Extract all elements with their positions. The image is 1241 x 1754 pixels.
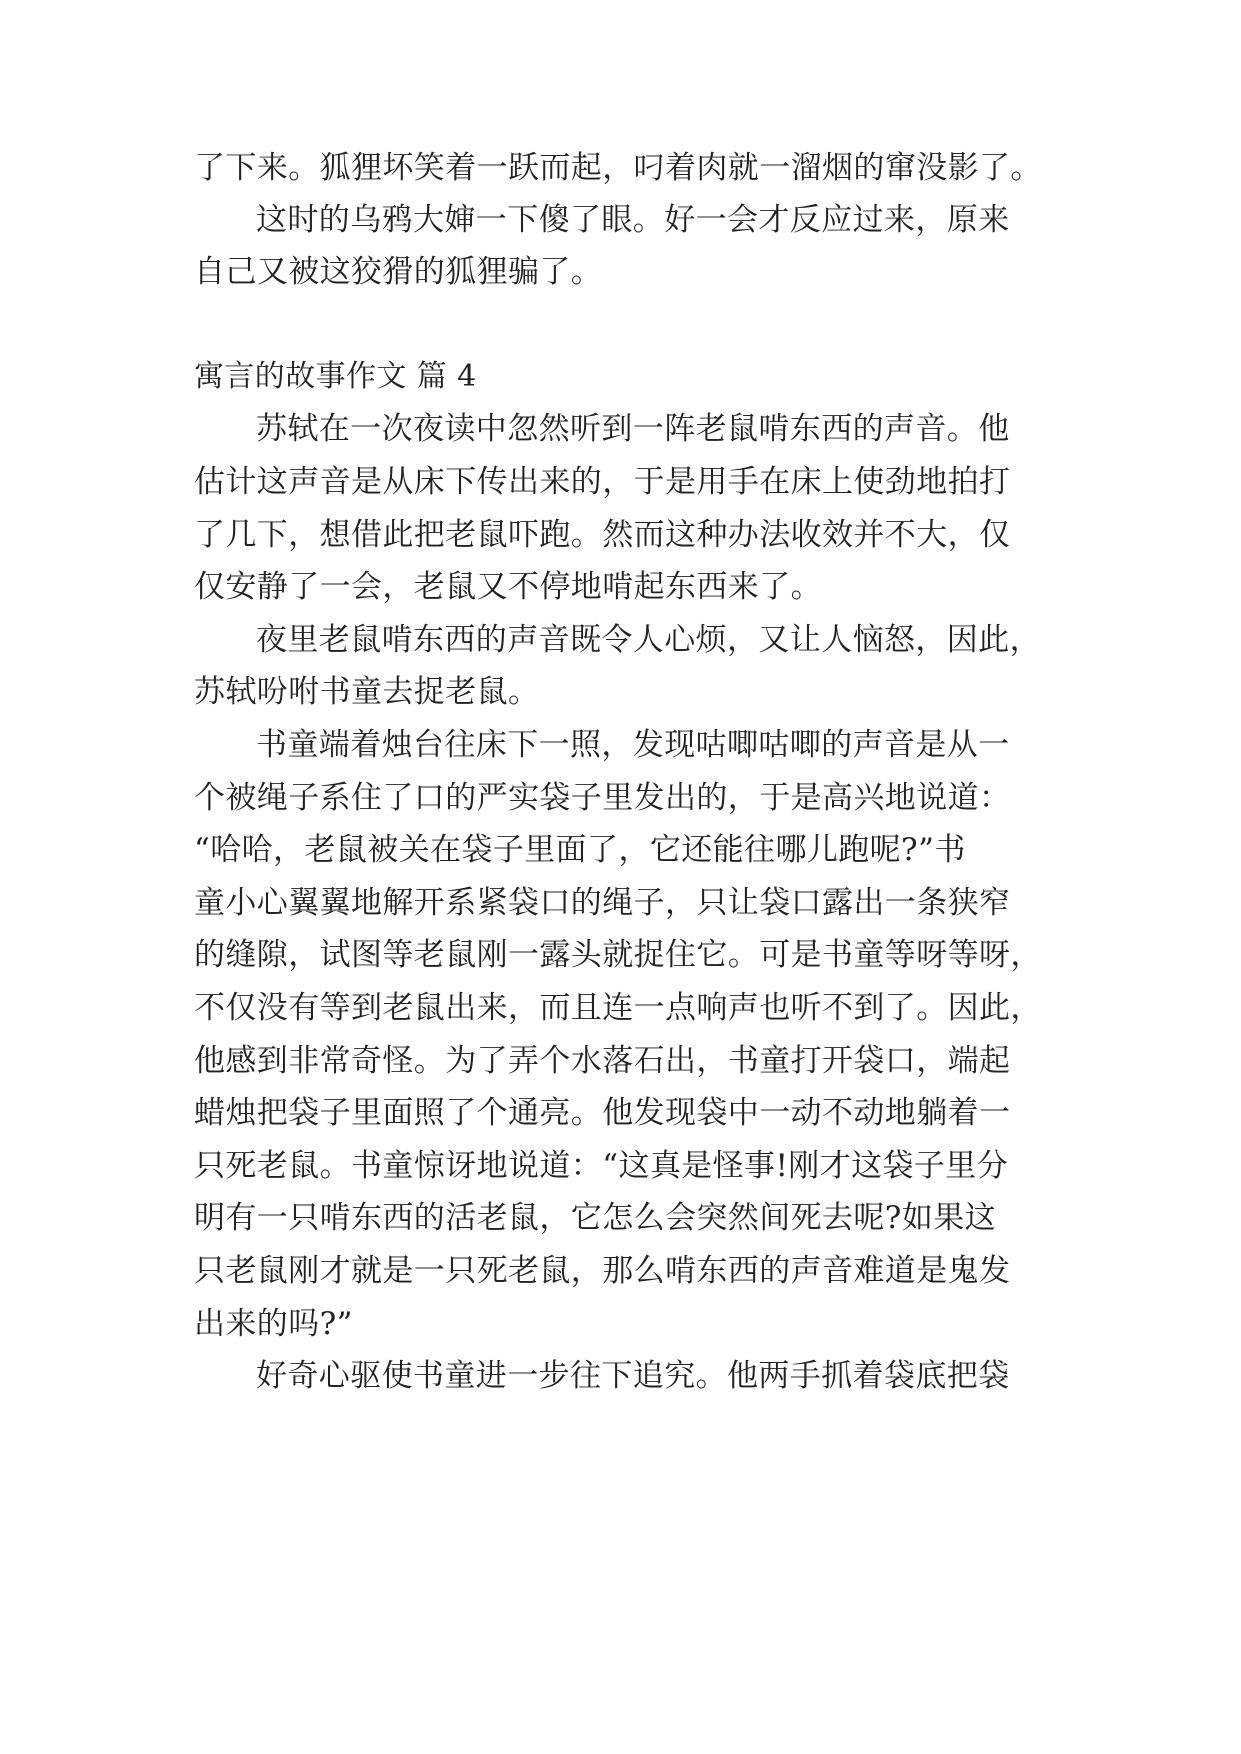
- text-line: 童小心翼翼地解开系紧袋口的绳子，只让袋口露出一条狭窄: [194, 885, 1011, 921]
- text-line: 估计这声音是从床下传出来的，于是用手在床上使劲地拍打: [194, 464, 1011, 500]
- text-line: 明有一只啃东西的活老鼠，它怎么会突然间死去呢?如果这: [194, 1200, 997, 1236]
- text-line: 自己又被这狡猾的狐狸骗了。: [194, 254, 603, 290]
- text-line: 只老鼠刚才就是一只死老鼠，那么啃东西的声音难道是鬼发: [194, 1253, 1011, 1289]
- text-line: 出来的吗?”: [194, 1306, 353, 1342]
- text-line: 个被绳子系住了口的严实袋子里发出的，于是高兴地说道：: [194, 780, 1011, 816]
- text-line: 了几下，想借此把老鼠吓跑。然而这种办法收效并不大，仅: [194, 517, 1011, 553]
- text-line: 苏轼吩咐书童去捉老鼠。: [194, 674, 540, 710]
- text-line: 蜡烛把袋子里面照了个通亮。他发现袋中一动不动地躺着一: [194, 1095, 1011, 1131]
- paragraph-first-line: 夜里老鼠啃东西的声音既令人心烦，又让人恼怒，因此，: [256, 622, 1041, 658]
- text-line: “哈哈，老鼠被关在袋子里面了，它还能往哪儿跑呢?”书: [194, 832, 966, 868]
- text-line: 了下来。狐狸坏笑着一跃而起，叼着肉就一溜烟的窜没影了。: [194, 150, 1042, 186]
- paragraph-first-line: 书童端着烛台往床下一照，发现咕唧咕唧的声音是从一: [256, 727, 1010, 763]
- text-line: 不仅没有等到老鼠出来，而且连一点响声也听不到了。因此，: [194, 990, 1042, 1026]
- paragraph-first-line: 好奇心驱使书童进一步往下追究。他两手抓着袋底把袋: [256, 1358, 1010, 1394]
- text-line: 只死老鼠。书童惊讶地说道：“这真是怪事!刚才这袋子里分: [194, 1148, 1009, 1184]
- section-heading: 寓言的故事作文 篇 4: [194, 359, 477, 394]
- paragraph-first-line: 这时的乌鸦大婶一下傻了眼。好一会才反应过来，原来: [256, 202, 1010, 238]
- text-line: 的缝隙，试图等老鼠刚一露头就捉住它。可是书童等呀等呀，: [194, 937, 1042, 973]
- text-line: 仅安静了一会，老鼠又不停地啃起东西来了。: [194, 569, 822, 605]
- paragraph-first-line: 苏轼在一次夜读中忽然听到一阵老鼠啃东西的声音。他: [256, 411, 1010, 447]
- text-line: 他感到非常奇怪。为了弄个水落石出，书童打开袋口，端起: [194, 1043, 1011, 1079]
